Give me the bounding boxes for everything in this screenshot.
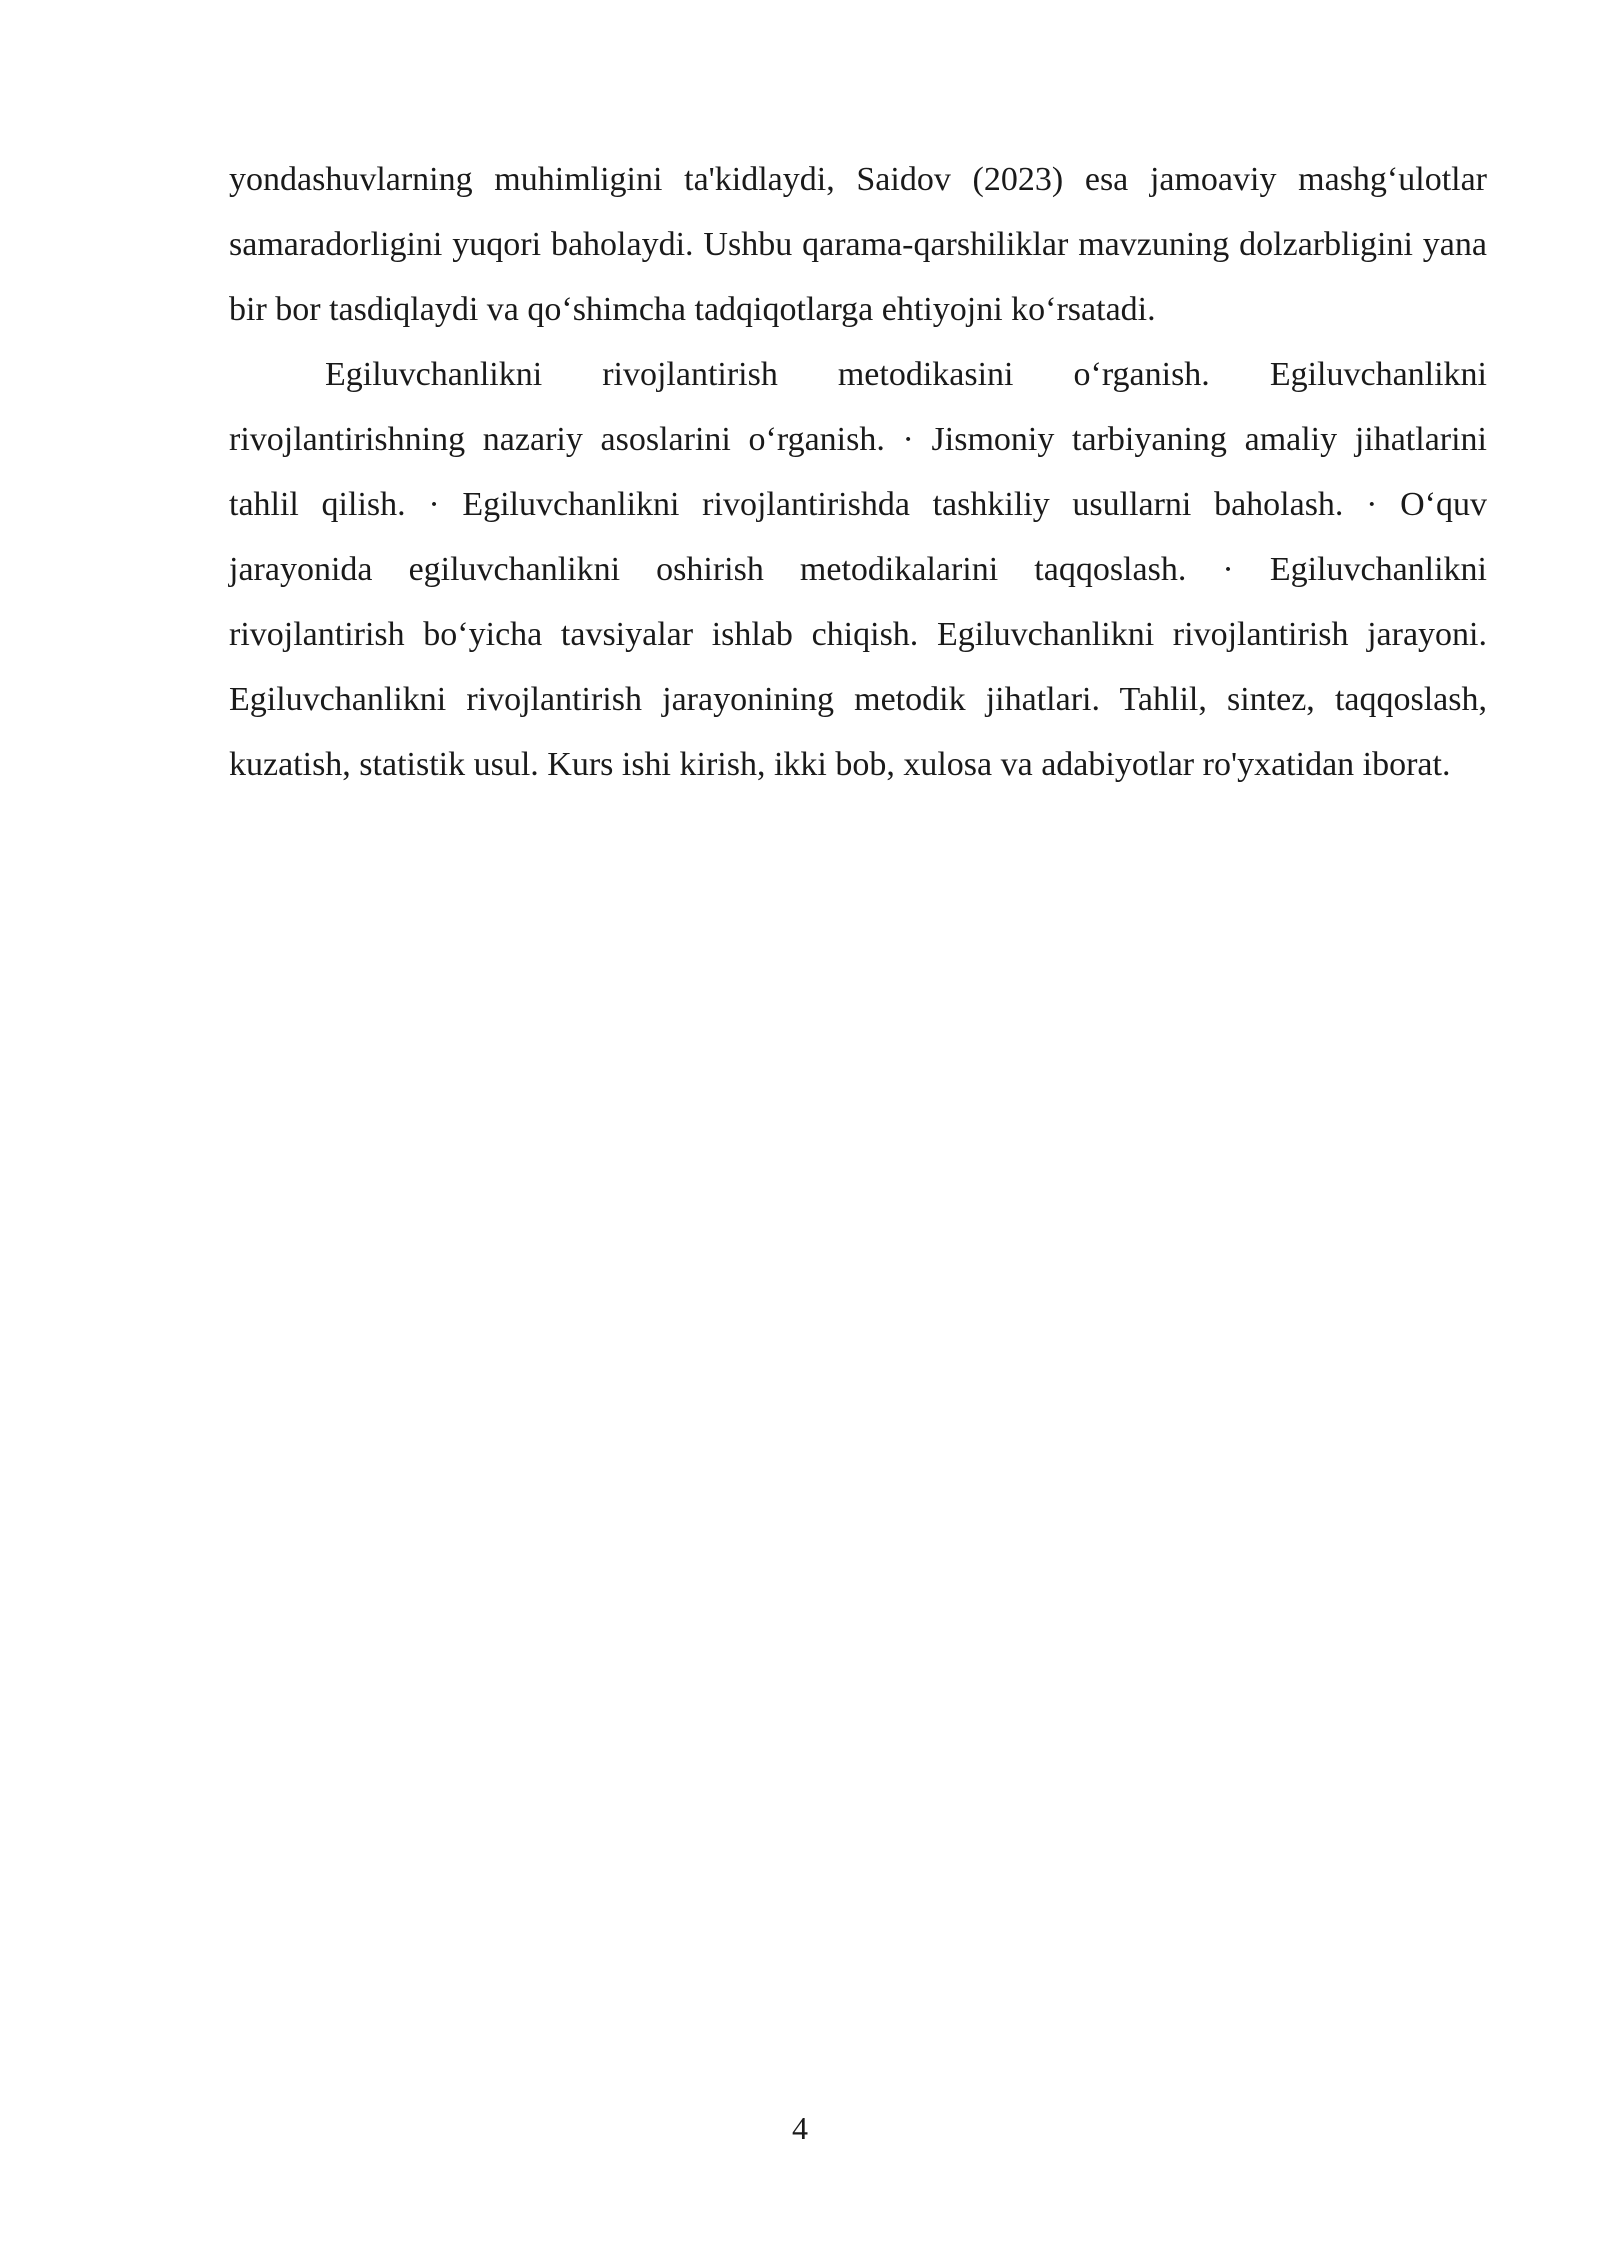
page-number: 4 — [792, 2110, 808, 2146]
paragraph-continuation: yondashuvlarning muhimligini ta'kidlaydi, Saidov (2023) esa jamoaviy mashg‘ulotlar samaradorligini yuqori baholaydi. Ushbu qarama-qarshiliklar mavzuning dolzarbligini yana bir bor tasdiqlaydi va qo‘shimcha tadqiqotlarga ehtiyojni ko‘rsatadi. — [229, 161, 1487, 328]
paragraph-methods: Egiluvchanlikni rivojlantirish metodikasini o‘rganish. Egiluvchanlikni rivojlantirishning nazariy asoslarini o‘rganish. · Jismoniy tarbiyaning amaliy jihatlarini tahlil qilish. · Egiluvchanlikni rivojlantirishda tashkiliy usullarni baholash. · O‘quv jarayonida egiluvchanlikni oshirish metodikalarini taqqoslash. · Egiluvchanlikni rivojlantirish bo‘yicha tavsiyalar ishlab chiqish. Egiluvchanlikni rivojlantirish jarayoni. Egiluvchanlikni rivojlantirish jarayonining metodik jihatlari. Tahlil, sintez, taqqoslash, kuzatish, statistik usul. Kurs ishi kirish, ikki bob, xulosa va adabiyotlar ro'yxatidan iborat. — [229, 356, 1487, 783]
body-text — [229, 147, 1487, 797]
